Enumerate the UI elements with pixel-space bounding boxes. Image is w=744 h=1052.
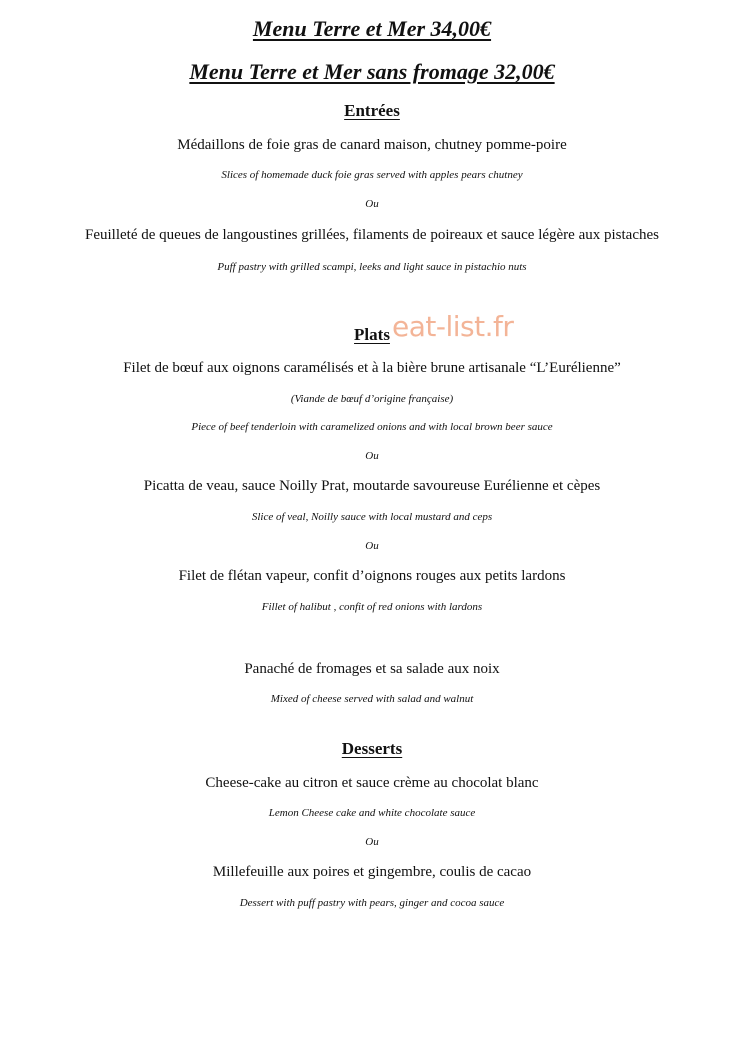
cheese-dish-translation: Mixed of cheese served with salad and walnut <box>270 693 474 705</box>
entree-separator-ou: Ou <box>365 198 379 210</box>
menu-title-no-cheese-price: Menu Terre et Mer sans fromage 32,00€ <box>189 59 555 84</box>
watermark-logo: eat-list.fr <box>392 310 514 343</box>
dessert-dish-2-translation: Dessert with puff pastry with pears, ginger and cocoa sauce <box>239 897 505 909</box>
plat-dish-1: Filet de bœuf aux oignons caramélisés et à la bière brune artisanale “L’Eurélienne” <box>123 360 621 376</box>
dessert-dish-2: Millefeuille aux poires et gingembre, coulis de cacao <box>212 864 532 880</box>
plat-dish-3: Filet de flétan vapeur, confit d’oignons rouges aux petits lardons <box>178 568 566 584</box>
plat-dish-1-origin-note: (Viande de bœuf d’origine française) <box>290 393 454 405</box>
section-heading-plats: Plats <box>354 325 390 344</box>
plat-separator-ou-1: Ou <box>365 450 379 462</box>
plat-dish-2: Picatta de veau, sauce Noilly Prat, moutarde savoureuse Eurélienne et cèpes <box>143 478 601 494</box>
plat-dish-2-translation: Slice of veal, Noilly sauce with local mustard and ceps <box>251 511 493 523</box>
plat-dish-3-translation: Fillet of halibut , confit of red onions with lardons <box>261 601 483 613</box>
dessert-separator-ou: Ou <box>365 836 379 848</box>
entree-dish-1: Médaillons de foie gras de canard maison, chutney pomme-poire <box>177 137 567 153</box>
plat-dish-1-translation: Piece of beef tenderloin with caramelized onions and with local brown beer sauce <box>191 421 553 433</box>
entree-dish-2-translation: Puff pastry with grilled scampi, leeks and light sauce in pistachio nuts <box>217 261 527 273</box>
section-heading-entrees: Entrées <box>344 101 400 120</box>
cheese-dish: Panaché de fromages et sa salade aux noix <box>244 661 500 677</box>
entree-dish-2: Feuilleté de queues de langoustines grillées, filaments de poireaux et sauce légère aux pistaches <box>85 227 659 243</box>
plat-separator-ou-2: Ou <box>365 540 379 552</box>
entree-dish-1-translation: Slices of homemade duck foie gras served with apples pears chutney <box>221 169 523 181</box>
dessert-dish-1-translation: Lemon Cheese cake and white chocolate sauce <box>268 807 476 819</box>
section-heading-desserts: Desserts <box>341 739 403 758</box>
dessert-dish-1: Cheese-cake au citron et sauce crème au chocolat blanc <box>205 775 539 791</box>
menu-title-price: Menu Terre et Mer 34,00€ <box>252 16 492 41</box>
